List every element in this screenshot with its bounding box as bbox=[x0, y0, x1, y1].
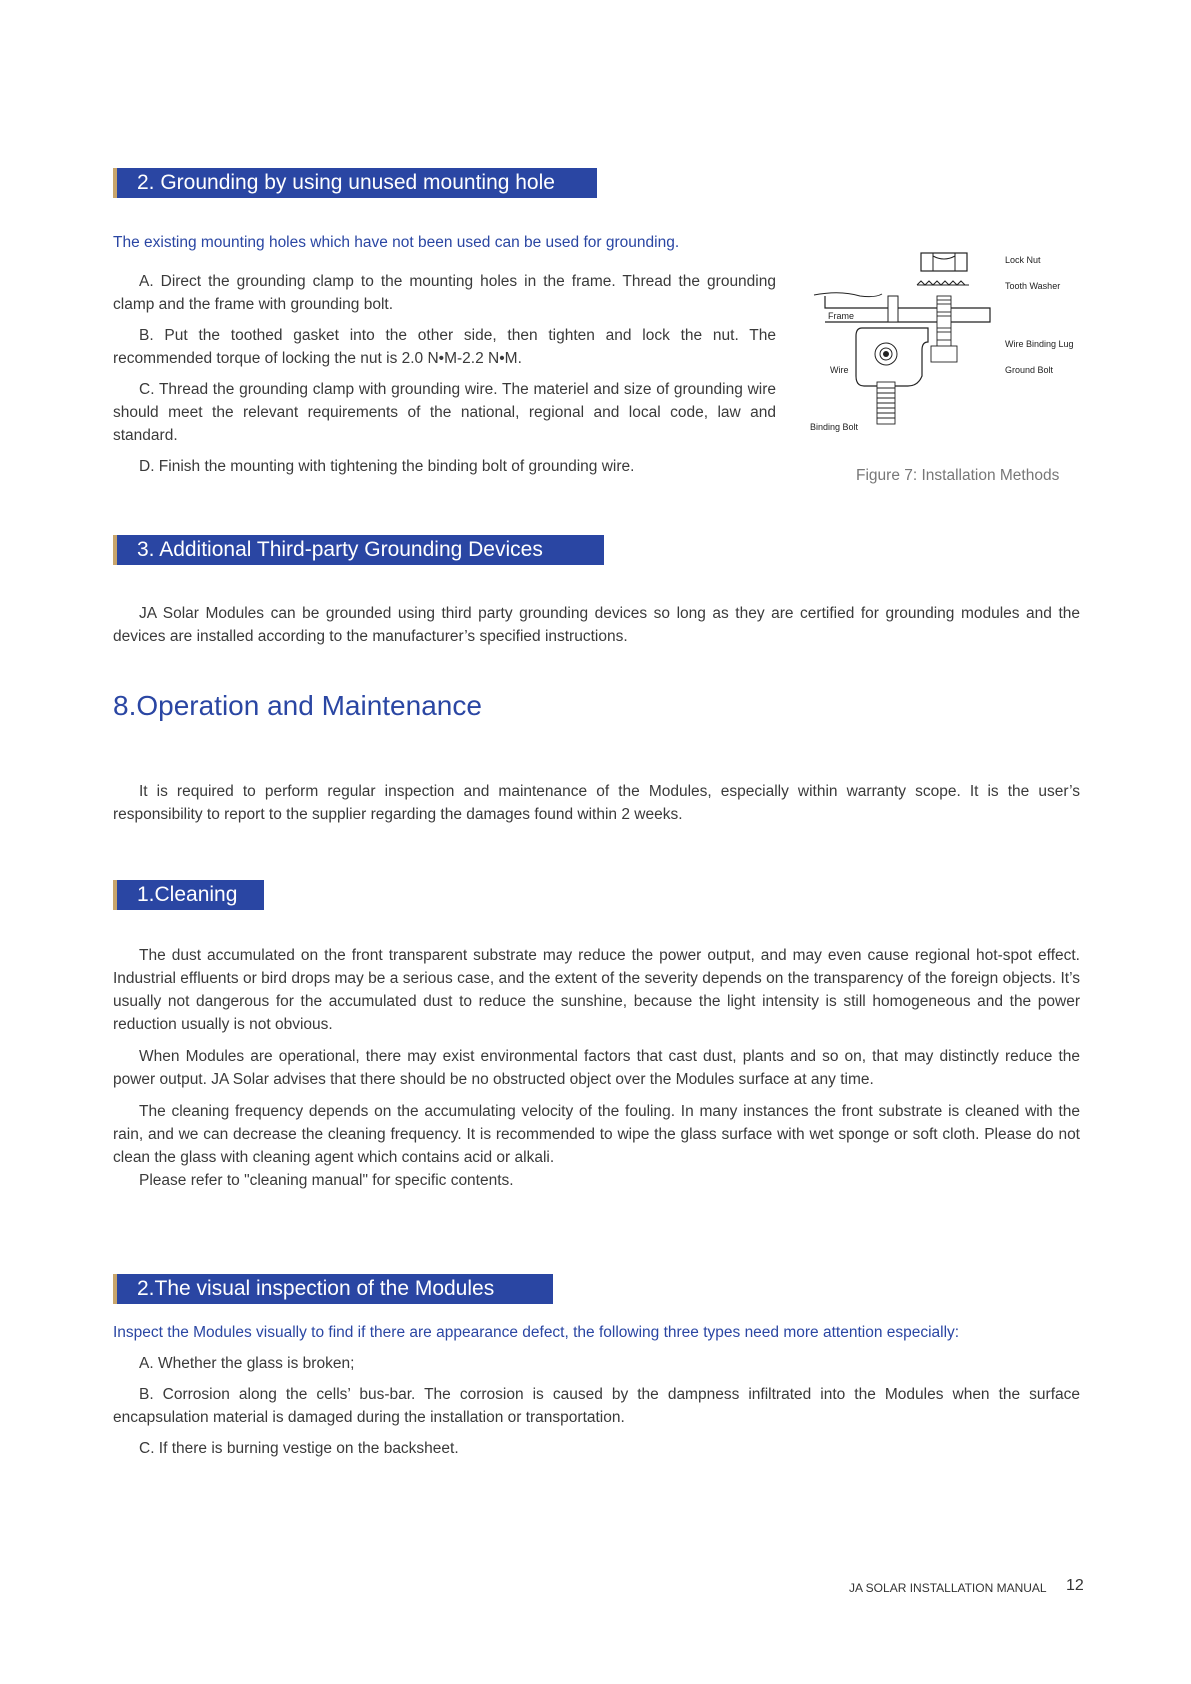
label-wire: Wire bbox=[830, 365, 849, 375]
step-c: C. Thread the grounding clamp with grounding wire. The materiel and size of grounding wire should meet the relevant requirements of the national, regional and local code, law and standard. bbox=[113, 381, 776, 444]
section-heading-cleaning: 1.Cleaning bbox=[113, 880, 264, 910]
label-frame: Frame bbox=[828, 311, 855, 321]
frame-shape bbox=[814, 293, 882, 297]
cleaning-paragraph-4: Please refer to "cleaning manual" for specific contents. bbox=[139, 1172, 514, 1189]
section-heading-third-party: 3. Additional Third-party Grounding Devices bbox=[113, 535, 604, 565]
binding-bolt-icon bbox=[877, 382, 895, 424]
figure-caption: Figure 7: Installation Methods bbox=[856, 467, 1060, 484]
third-party-paragraph: JA Solar Modules can be grounded using third party grounding devices so long as they are certified for grounding modules and the devices are installed according to the manufacturer’s specified instructions. bbox=[113, 605, 1080, 645]
page-number: 12 bbox=[1066, 1577, 1084, 1594]
chapter-intro: It is required to perform regular inspection and maintenance of the Modules, especially within warranty scope. It is the user’s responsibility to report to the supplier regarding the damages found within 2 weeks. bbox=[113, 783, 1080, 823]
inspection-item-b: B. Corrosion along the cells’ bus-bar. The corrosion is caused by the dampness infiltrated into the Modules when the surface encapsulation material is damaged during the installation or transportation. bbox=[113, 1386, 1080, 1426]
visual-inspection-lead: Inspect the Modules visually to find if there are appearance defect, the following three types need more attention especially: bbox=[113, 1324, 960, 1341]
section-lead-grounding-hole: The existing mounting holes which have not been used can be used for grounding. bbox=[113, 234, 680, 251]
ground-bolt-icon bbox=[931, 296, 957, 362]
footer-manual-title: JA SOLAR INSTALLATION MANUAL bbox=[849, 1581, 1047, 1595]
section-heading-grounding-hole: 2. Grounding by using unused mounting hole bbox=[113, 168, 597, 198]
inspection-item-c: C. If there is burning vestige on the backsheet. bbox=[139, 1440, 459, 1457]
inspection-item-a: A. Whether the glass is broken; bbox=[139, 1355, 355, 1372]
label-tooth-washer: Tooth Washer bbox=[1005, 281, 1061, 291]
lock-nut-icon bbox=[921, 253, 967, 271]
step-a: A. Direct the grounding clamp to the mounting holes in the frame. Thread the grounding clamp and the frame with grounding bolt. bbox=[113, 273, 776, 313]
cleaning-paragraph-3: The cleaning frequency depends on the accumulating velocity of the fouling. In many instances the front substrate is cleaned with the rain, and we can decrease the cleaning frequency. It is recommended to wipe the glass surface with wet sponge or soft cloth. Please do not clean the glass with cleaning agent which contains acid or alkali. bbox=[113, 1103, 1080, 1166]
label-lock-nut: Lock Nut bbox=[1005, 255, 1041, 265]
label-binding-bolt: Binding Bolt bbox=[810, 422, 859, 432]
label-wire-binding-lug: Wire Binding Lug bbox=[1005, 339, 1074, 349]
wire-icon bbox=[875, 343, 897, 365]
tooth-washer-icon bbox=[917, 281, 969, 285]
chapter-title: 8.Operation and Maintenance bbox=[113, 690, 482, 721]
step-d: D. Finish the mounting with tightening the binding bolt of grounding wire. bbox=[139, 458, 635, 475]
installation-diagram bbox=[800, 246, 1090, 446]
label-ground-bolt: Ground Bolt bbox=[1005, 365, 1054, 375]
cleaning-paragraph-1: The dust accumulated on the front transparent substrate may reduce the power output, and may even cause regional hot-spot effect. Industrial effluents or bird drops may be a serious case, and the extent of the severity depends on the transparency of the foreign objects. It’s usually not dangerous for the accumulated dust to reduce the sunshine, because the light intensity is still homogeneous and the power reduction usually is not obvious. bbox=[113, 947, 1080, 1033]
step-b: B. Put the toothed gasket into the other side, then tighten and lock the nut. The recommended torque of locking the nut is 2.0 N•M-2.2 N•M. bbox=[113, 327, 776, 367]
section-heading-visual-inspection: 2.The visual inspection of the Modules bbox=[113, 1274, 553, 1304]
cleaning-paragraph-2: When Modules are operational, there may exist environmental factors that cast dust, plants and so on, that may distinctly reduce the power output. JA Solar advises that there should be no obstructed object over the Modules surface at any time. bbox=[113, 1048, 1080, 1088]
